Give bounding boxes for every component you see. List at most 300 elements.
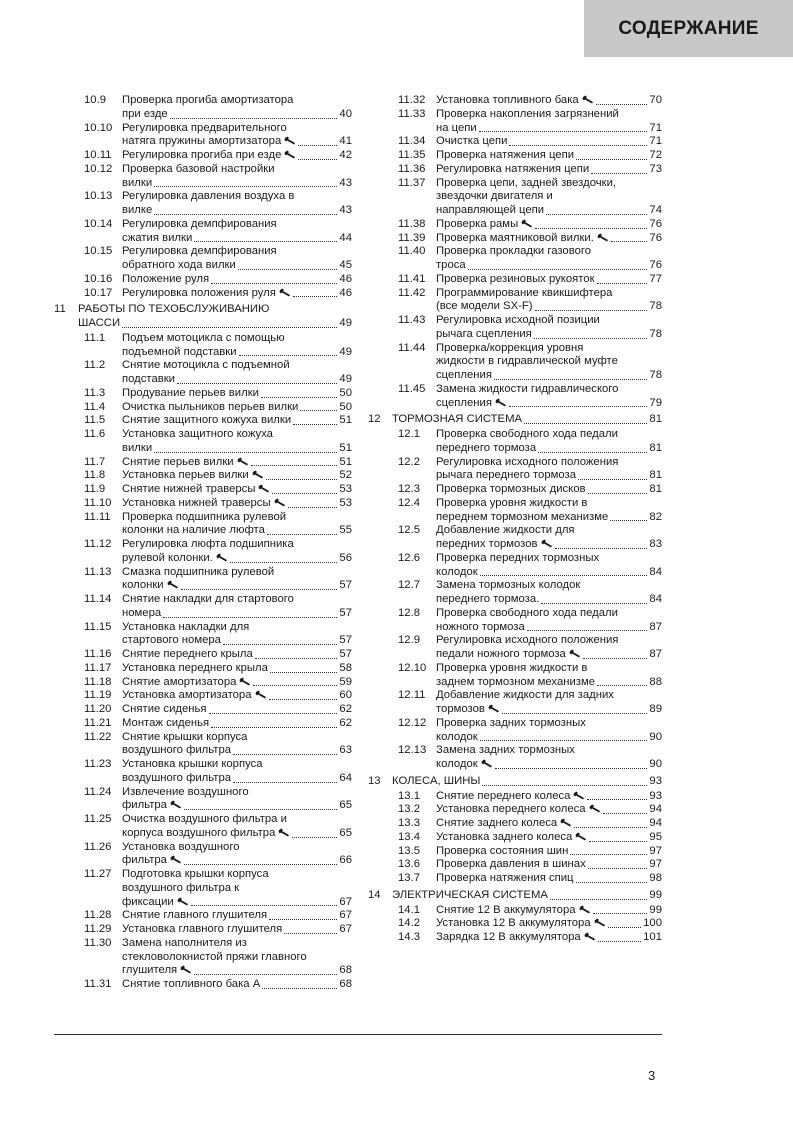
toc-entry[interactable] [54,978,352,992]
wrench-icon [575,831,587,845]
dot-leader [480,740,648,741]
dot-leader [184,864,337,865]
dot-leader [587,799,647,800]
toc-entry-number: 11.36 [398,162,426,175]
toc-entry-number: 11.33 [398,107,426,120]
toc-entry-number: 12.7 [398,579,420,592]
page-title: СОДЕРЖАНИЕ [618,17,759,39]
toc-entry[interactable] [368,94,662,108]
toc-entry[interactable] [368,428,662,456]
wrench-icon [584,931,596,945]
toc-entry[interactable] [368,287,662,315]
toc-entry-number: 11.32 [398,94,426,106]
toc-entry-title: Снятие переднего крыла [122,648,253,660]
toc-page-number: 57 [339,648,352,660]
toc-entry[interactable] [368,383,662,411]
toc-entry[interactable] [54,190,352,218]
toc-entry-title: Установка главного глушителя [122,923,283,935]
toc-entry-title: Очистка цепи [436,135,508,148]
toc-entry-title-line: Проверка свободного хода педали [436,428,618,440]
toc-entry[interactable] [54,359,352,387]
dot-leader [550,899,648,900]
toc-page-number: 83 [649,538,662,550]
toc-entry-title-line: Установка защитного кожуха [122,428,273,440]
dot-leader [509,145,647,146]
dot-leader [209,713,338,714]
toc-entry-title-line: воздушного фильтра к [122,881,240,894]
dot-leader [272,493,337,494]
toc-entry[interactable] [368,579,662,607]
dot-leader [610,520,647,521]
toc-entry[interactable] [54,218,352,246]
toc-entry-number: 11.1 [84,331,106,344]
toc-entry-title: Проверка состояния шин [436,844,569,857]
toc-entry[interactable] [368,717,662,745]
toc-entry[interactable] [54,94,352,122]
toc-page-number: 93 [649,789,662,802]
dot-leader [588,493,648,494]
toc-entry[interactable] [54,662,352,676]
dot-leader [541,603,647,604]
toc-entry[interactable] [54,483,352,497]
wrench-icon [521,218,533,232]
toc-entry[interactable] [54,717,352,731]
toc-column-left [54,94,352,992]
toc-entry[interactable] [54,163,352,191]
dot-leader [570,854,647,855]
toc-section[interactable] [368,413,662,427]
toc-entry-title-line: Проверка подшипника рулевой [122,510,287,523]
toc-entry-title: троса [436,259,466,271]
toc-entry-title-line: жидкости в гидравлической муфте [436,355,618,368]
dot-leader [538,452,647,453]
dot-leader [578,479,647,480]
toc-entry-number: 11.30 [84,936,112,949]
toc-entry-title-line: Регулировка демпфирования [122,217,277,230]
toc-entry-title: Установка топливного бака [436,94,579,106]
toc-page-number: 97 [649,844,662,857]
toc-entry-number: 11.27 [84,868,112,880]
toc-page-number: 88 [649,675,662,688]
toc-page-number: 81 [649,441,662,454]
toc-entry[interactable] [54,621,352,649]
toc-entry[interactable] [54,287,352,301]
toc-entry[interactable] [54,149,352,163]
toc-entry-number: 11.45 [398,382,426,395]
toc-entry-title: ножного тормоза [436,620,525,633]
wrench-icon [274,497,286,511]
toc-entry-title-line: Регулировка исходного положения [436,634,619,647]
toc-entry-number: 11.15 [84,620,112,633]
dot-leader [494,379,647,380]
toc-entry[interactable] [368,483,662,497]
toc-page-number: 67 [339,909,352,922]
toc-entry-number: 12.6 [398,551,420,564]
toc-page-number: 76 [649,259,662,271]
toc-section[interactable] [368,889,662,903]
toc-entry-number: 11.20 [84,703,112,715]
toc-entry[interactable] [368,831,662,845]
toc-entry-number: 10.10 [84,121,113,134]
toc-entry-number: 11.4 [84,400,106,413]
dot-leader [154,214,337,215]
toc-entry[interactable] [368,634,662,662]
toc-entry-title-line: Замена жидкости гидравлического [436,382,619,395]
toc-entry-title: заднем тормозном механизме [436,675,596,688]
toc-entry[interactable] [368,232,662,246]
toc-entry[interactable] [54,332,352,360]
toc-entry[interactable] [54,245,352,273]
toc-page-number: 66 [339,854,352,867]
toc-entry[interactable] [54,731,352,759]
dot-leader [574,827,647,828]
dot-leader [546,214,647,215]
toc-entry-number: 12.8 [398,606,420,619]
toc-entry-number: 11.38 [398,217,426,230]
toc-entry[interactable] [54,469,352,483]
toc-page-number: 57 [339,634,352,647]
dot-leader [163,617,337,618]
toc-entry-title: Снятие топливного бака A [122,978,261,990]
toc-page-number: 78 [649,369,662,381]
toc-page-number: 81 [649,483,662,495]
toc-page-number: 67 [339,923,352,935]
toc-entry[interactable] [368,524,662,552]
dot-leader [611,241,648,242]
toc-entry[interactable] [54,937,352,978]
toc-entry-number: 12 [368,413,381,426]
toc-page-number: 89 [649,703,662,715]
toc-entry[interactable] [54,456,352,470]
toc-entry-title: воздушного фильтра [122,771,232,784]
toc-entry[interactable] [368,790,662,804]
wrench-icon [284,135,296,149]
toc-entry[interactable] [54,387,352,401]
toc-entry-title-line: Установка накладки для [122,620,250,633]
toc-entry[interactable] [54,923,352,937]
wrench-icon [573,790,585,804]
toc-page-number: 68 [339,964,352,977]
toc-page-number: 94 [649,817,662,829]
toc-entry-title: при езде [122,107,168,120]
toc-page-number: 94 [649,803,662,816]
toc-entry[interactable] [368,314,662,342]
toc-entry[interactable] [54,868,352,909]
toc-entry[interactable] [368,917,662,931]
toc-entry-title: Регулировка положения руля [122,286,276,299]
toc-entry-number: 11.29 [84,923,112,935]
toc-entry-title: колонки [122,579,164,592]
toc-page-number: 52 [339,469,352,482]
toc-page-number: 97 [649,858,662,871]
wrench-icon [279,287,291,301]
dot-leader [184,809,337,810]
wrench-icon [597,232,609,246]
toc-entry-title: тормозов [436,703,485,715]
toc-entry[interactable] [54,593,352,621]
toc-entry-title-line: Добавление жидкости для [436,524,575,537]
toc-entry-number: 10.14 [84,217,113,230]
toc-entry-title-line: РАБОТЫ ПО ТЕХОБСЛУЖИВАНИЮ [78,303,270,316]
toc-entry[interactable] [368,245,662,273]
toc-entry-title-line: стекловолокнистой пряжи главного [122,950,307,963]
toc-entry-title: колодок [436,730,478,743]
dot-leader [300,410,337,411]
toc-entry-title-line: Регулировка люфта подшипника [122,538,294,550]
dot-leader [239,355,338,356]
wrench-icon [560,817,572,831]
toc-entry-title: глушителя [122,964,178,977]
dot-leader [253,685,337,686]
dot-leader [230,562,338,563]
toc-entry[interactable] [54,497,352,511]
toc-entry-number: 13.1 [398,789,420,802]
toc-entry-title: переднем тормозном механизме [436,510,609,523]
toc-entry[interactable] [368,273,662,287]
toc-entry-title: Установка переднего крыла [122,661,268,674]
toc-entry[interactable] [54,401,352,415]
toc-entry[interactable] [368,497,662,525]
toc-entry-title-line: Проверка задних тормозных [436,716,586,729]
toc-entry-number: 10.9 [84,94,106,106]
toc-entry[interactable] [368,456,662,484]
toc-entry-title-line: Установка воздушного [122,840,240,853]
toc-entry-number: 11.31 [84,978,112,990]
toc-section[interactable] [54,303,352,331]
toc-entry-title: фильтра [122,799,167,812]
toc-entry[interactable] [368,845,662,859]
toc-entry-number: 12.13 [398,744,427,757]
toc-entry[interactable] [54,786,352,814]
toc-entry-number: 11.28 [84,909,112,922]
toc-page-number: 76 [649,217,662,230]
toc-entry[interactable] [54,689,352,703]
dot-leader [233,754,337,755]
toc-entry[interactable] [368,108,662,136]
toc-entry-title: педали ножного тормоза [436,648,566,660]
toc-entry-title: Проверка натяжения цепи [436,149,575,161]
toc-entry-number: 11.21 [84,716,112,729]
toc-entry[interactable] [368,744,662,772]
dot-leader [233,782,337,783]
dot-leader [534,338,648,339]
toc-entry[interactable] [54,273,352,287]
dot-leader [480,575,648,576]
toc-entry[interactable] [54,414,352,428]
dot-leader [191,905,338,906]
toc-entry[interactable] [368,149,662,163]
toc-entry-number: 11.14 [84,593,112,605]
toc-entry-title: Проверка тормозных дисков [436,483,586,495]
dot-leader [154,186,337,187]
toc-entry[interactable] [368,817,662,831]
toc-entry-title-line: Очистка воздушного фильтра и [122,813,287,825]
toc-entry-title: номера [122,606,162,619]
toc-entry-title: Снятие амортизатора [122,675,237,688]
wrench-icon [582,94,594,108]
toc-entry[interactable] [54,758,352,786]
toc-page-number: 76 [649,231,662,244]
toc-entry-title: Проверка рамы [436,217,519,230]
toc-entry-title-line: Проверка уровня жидкости в [436,661,588,674]
toc-page-number: 71 [649,121,662,134]
dot-leader [589,841,647,842]
toc-entry-title: Установка перьев вилки [122,469,249,482]
wrench-icon [278,827,290,841]
toc-entry-title-line: Замена задних тормозных [436,744,575,757]
dot-leader [255,658,338,659]
toc-entry-number: 13 [368,774,381,787]
wrench-icon [180,964,192,978]
dot-leader [194,974,337,975]
toc-entry[interactable] [368,803,662,817]
toc-entry-title: колонки на наличие люфта [122,524,265,537]
toc-page-number: 62 [339,703,352,715]
toc-entry-title: Монтаж сиденья [122,716,210,729]
toc-entry-number: 11.26 [84,840,112,853]
toc-entry[interactable] [54,566,352,594]
dot-leader [468,269,648,270]
toc-entry-number: 11.7 [84,455,106,468]
dot-leader [591,173,647,174]
toc-entry-title: ТОРМОЗНАЯ СИСТЕМА [392,413,523,426]
toc-page-number: 64 [339,771,352,784]
toc-entry[interactable] [54,538,352,566]
toc-page-number: 45 [339,259,352,271]
toc-entry-title-line: Регулировка предварительного [122,121,287,134]
toc-entry[interactable] [368,552,662,580]
dot-leader [479,131,648,132]
toc-entry[interactable] [54,122,352,150]
toc-page-number: 68 [339,978,352,990]
toc-entry-number: 11.24 [84,785,112,798]
toc-entry-number: 12.4 [398,496,420,509]
dot-leader [293,296,338,297]
toc-entry-number: 10.13 [84,190,113,203]
dot-leader [502,713,648,714]
toc-entry-title: Снятие нижней траверсы [122,483,256,495]
toc-entry[interactable] [368,931,662,945]
toc-entry[interactable] [368,163,662,177]
toc-entry[interactable] [54,703,352,717]
toc-entry[interactable] [54,428,352,456]
toc-entry-number: 10.11 [84,149,112,161]
footer-divider [54,1034,662,1035]
toc-entry-title: Положение руля [122,272,210,285]
toc-entry-title: Снятие главного глушителя [122,909,268,922]
dot-leader [597,685,647,686]
dot-leader [288,507,338,508]
toc-entry-title: Проверка натяжения спиц [436,872,574,884]
toc-entry-number: 11.6 [84,428,106,440]
header-box [584,0,793,57]
toc-entry-number: 11 [54,303,66,316]
dot-leader [596,104,648,105]
toc-entry-number: 10.17 [84,286,113,299]
toc-entry[interactable] [368,904,662,918]
toc-entry-number: 12.1 [398,428,420,440]
toc-entry-title: фильтра [122,854,167,867]
toc-entry[interactable] [368,689,662,717]
toc-entry-title-line: Проверка базовой настройки [122,162,275,175]
toc-entry[interactable] [368,177,662,218]
toc-page-number: 51 [339,441,352,454]
toc-page-number: 101 [643,931,662,943]
toc-entry[interactable] [54,648,352,662]
toc-entry-title: воздушного фильтра [122,744,232,757]
toc-entry[interactable] [368,872,662,886]
dot-leader [527,630,648,631]
toc-section[interactable] [368,775,662,789]
toc-page-number: 78 [649,300,662,313]
dot-leader [603,813,648,814]
toc-entry-title: Установка амортизатора [122,689,252,702]
toc-entry-title-line: Смазка подшипника рулевой [122,565,275,578]
toc-entry[interactable] [368,218,662,232]
toc-entry-title-line: Программирование квикшифтера [436,286,613,299]
toc-entry[interactable] [368,342,662,383]
dot-leader [177,383,337,384]
dot-leader [223,644,337,645]
toc-entry-number: 11.43 [398,314,426,326]
toc-page-number: 79 [649,396,662,409]
toc-page-number: 73 [649,162,662,175]
dot-leader [154,452,337,453]
toc-page-number: 72 [649,149,662,161]
wrench-icon [177,896,189,910]
wrench-icon [594,917,606,931]
toc-entry-number: 11.12 [84,538,112,550]
toc-entry-number: 11.17 [84,661,112,674]
toc-entry[interactable] [368,607,662,635]
toc-entry-title: натяга пружины амортизатора [122,135,282,148]
toc-entry-title-line: Регулировка давления воздуха в [122,190,295,203]
toc-entry[interactable] [54,841,352,869]
toc-page-number: 63 [339,744,352,757]
wrench-icon [579,904,591,918]
toc-entry-title: стартового номера [122,634,221,647]
toc-entry[interactable] [54,909,352,923]
toc-entry-number: 11.44 [398,341,426,354]
toc-entry[interactable] [54,813,352,841]
toc-entry[interactable] [368,662,662,690]
toc-entry-title: обратного хода вилки [122,259,236,271]
toc-entry-title: рычага переднего тормоза [436,469,576,482]
toc-entry-number: 11.5 [84,414,106,427]
toc-entry-number: 11.18 [84,675,112,688]
toc-page-number: 42 [339,149,352,161]
toc-entry[interactable] [368,135,662,149]
toc-entry-title: Снятие 12 В аккумулятора [436,903,576,916]
toc-page-number: 58 [339,661,352,674]
toc-entry[interactable] [368,858,662,872]
toc-entry-number: 10.16 [84,272,113,285]
toc-entry[interactable] [54,511,352,539]
toc-page-number: 43 [339,204,352,216]
toc-entry-title: Проверка давления в шинах [436,858,586,871]
toc-entry-number: 13.5 [398,844,420,857]
wrench-icon [284,149,296,163]
toc-entry-title: сцепления [436,369,492,381]
toc-entry-number: 12.2 [398,455,420,468]
toc-entry-title-line: Проверка накопления загрязнений [436,107,619,120]
toc-entry-number: 11.34 [398,135,426,148]
toc-entry-title-line: Проверка/коррекция уровня [436,341,584,354]
toc-entry[interactable] [54,676,352,690]
toc-page-number: 46 [339,286,352,299]
toc-entry-title: ШАССИ [78,317,121,329]
toc-entry-title: подъемной подставки [122,345,237,358]
